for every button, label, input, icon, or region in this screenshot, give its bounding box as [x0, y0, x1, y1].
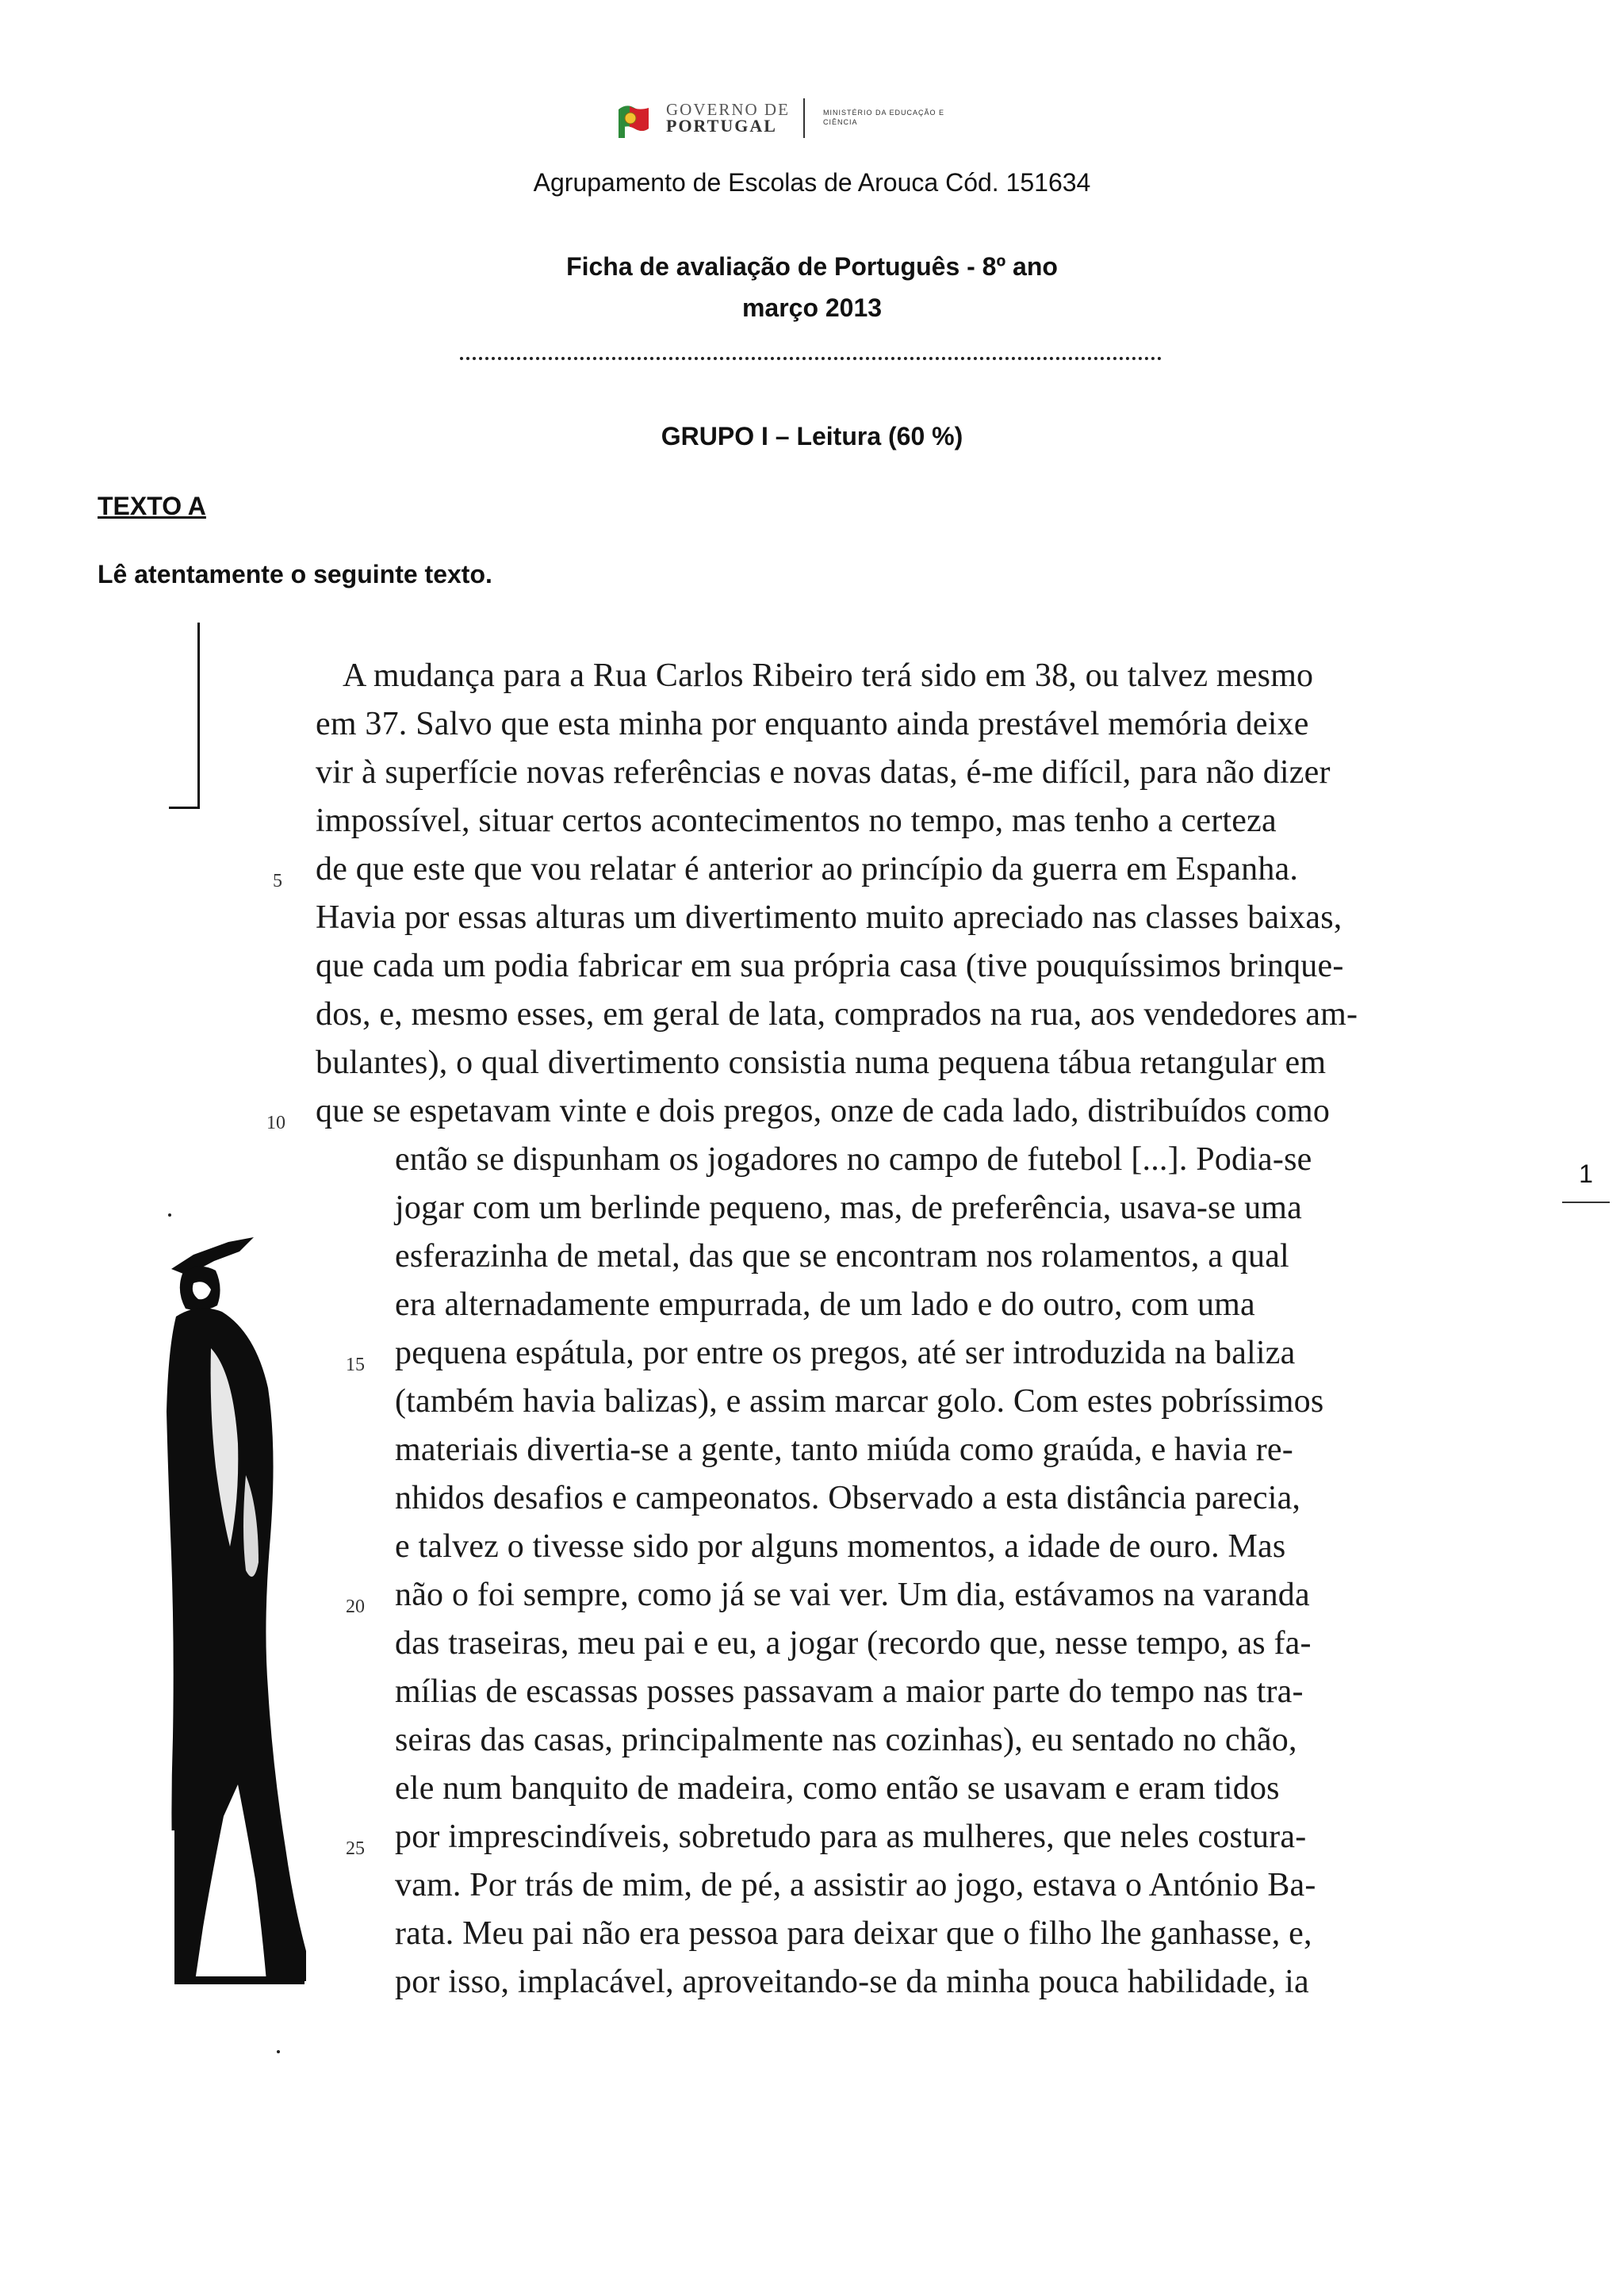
passage-line: vam. Por trás de mim, de pé, a assistir ao jogo, estava o António Ba- — [395, 1867, 1316, 1903]
passage-line: mílias de escassas posses passavam a maior parte do tempo nas tra- — [395, 1673, 1304, 1710]
page-number: 1 — [1579, 1159, 1593, 1188]
passage-line: materiais divertia-se a gente, tanto miúda como graúda, e havia re- — [395, 1432, 1293, 1468]
logo-text-line1: GOVERNO DE — [666, 100, 790, 119]
line-number: 25 — [346, 1838, 365, 1859]
passage-line: ele num banquito de madeira, como então se usavam e eram tidos — [395, 1770, 1280, 1807]
passage-line: jogar com um berlinde pequeno, mas, de preferência, usava-se uma — [395, 1190, 1303, 1226]
passage-line: pequena espátula, por entre os pregos, até ser introduzida na baliza — [395, 1335, 1296, 1371]
passage-line: dos, e, mesmo esses, em geral de lata, comprados na rua, aos vendedores am- — [316, 996, 1358, 1033]
margin-bracket — [169, 623, 200, 809]
passage-line: rata. Meu pai não era pessoa para deixar que o filho lhe ganhasse, e, — [395, 1915, 1312, 1952]
passage-line: que cada um podia fabricar em sua própria casa (tive pouquíssimos brinque- — [316, 948, 1344, 984]
passage-line: não o foi sempre, como já se vai ver. Um dia, estávamos na varanda — [395, 1577, 1310, 1613]
instruction: Lê atentamente o seguinte texto. — [98, 560, 492, 588]
line-number: 15 — [346, 1355, 365, 1375]
passage-line: Havia por essas alturas um divertimento muito apreciado nas classes baixas, — [316, 899, 1342, 936]
page-number-rule — [1562, 1202, 1610, 1203]
passage-line: nhidos desafios e campeonatos. Observado a esta distância parecia, — [395, 1480, 1301, 1516]
passage-line: esferazinha de metal, das que se encontram nos rolamentos, a qual — [395, 1238, 1289, 1274]
passage-line: em 37. Salvo que esta minha por enquanto ainda prestável memória deixe — [316, 706, 1309, 742]
document-date: março 2013 — [741, 293, 883, 322]
passage-line: e talvez o tivesse sido por alguns momentos, a idade de ouro. Mas — [395, 1528, 1286, 1565]
man-silhouette-illustration — [167, 1213, 309, 2003]
passage-line: seiras das casas, principalmente nas cozinhas), eu sentado no chão, — [395, 1722, 1297, 1758]
passage-line: então se dispunham os jogadores no campo de futebol [...]. Podia-se — [395, 1141, 1312, 1178]
line-number: 10 — [266, 1113, 285, 1133]
scan-speck — [277, 2050, 280, 2053]
text-label: TEXTO A — [98, 492, 206, 520]
passage-line: impossível, situar certos acontecimentos no tempo, mas tenho a certeza — [316, 803, 1277, 839]
portugal-flag-icon — [615, 102, 652, 138]
passage-line: era alternadamente empurrada, de um lado e do outro, com uma — [395, 1286, 1255, 1323]
government-logo — [615, 98, 956, 141]
passage-line: A mudança para a Rua Carlos Ribeiro terá sido em 38, ou talvez mesmo — [343, 657, 1314, 694]
logo-text-line2: PORTUGAL — [666, 116, 777, 136]
school-name: Agrupamento de Escolas de Arouca Cód. 151634 — [533, 168, 1091, 197]
passage-line: bulantes), o qual divertimento consistia numa pequena tábua retangular em — [316, 1045, 1327, 1081]
dotted-divider — [460, 333, 1162, 360]
passage-line: que se espetavam vinte e dois pregos, onze de cada lado, distribuídos como — [316, 1093, 1331, 1129]
passage-line: por isso, implacável, aproveitando-se da minha pouca habilidade, ia — [395, 1964, 1309, 2000]
ministry-label: MINISTÉRIO DA EDUCAÇÃO E CIÊNCIA — [823, 109, 945, 126]
group-heading: GRUPO I – Leitura (60 %) — [661, 422, 963, 450]
logo-divider — [803, 98, 805, 138]
passage-line: das traseiras, meu pai e eu, a jogar (recordo que, nesse tempo, as fa- — [395, 1625, 1312, 1662]
passage-line: (também havia balizas), e assim marcar golo. Com estes pobríssimos — [395, 1383, 1324, 1420]
scan-speck — [168, 1213, 171, 1217]
passage-line: por imprescindíveis, sobretudo para as mulheres, que neles costura- — [395, 1819, 1307, 1855]
line-number: 5 — [273, 871, 282, 891]
passage-line: de que este que vou relatar é anterior ao princípio da guerra em Espanha. — [316, 851, 1299, 887]
document-title: Ficha de avaliação de Português - 8º ano — [566, 252, 1058, 281]
line-number: 20 — [346, 1596, 365, 1617]
passage-line: vir à superfície novas referências e novas datas, é-me difícil, para não dizer — [316, 754, 1331, 791]
